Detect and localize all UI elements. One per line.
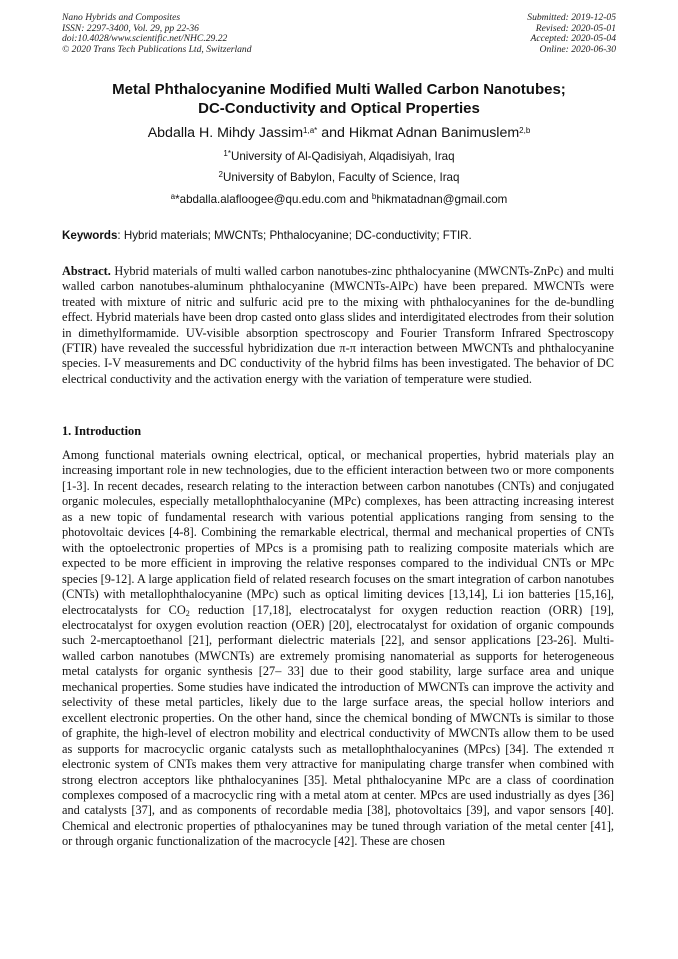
- email-2: hikmatadnan@gmail.com: [376, 193, 508, 206]
- email-1: *abdalla.alafloogee@qu.edu.com and: [175, 193, 372, 206]
- author-2: Hikmat Adnan Banimuslem: [348, 125, 520, 141]
- affiliation-2-text: University of Babylon, Faculty of Science, Iraq: [222, 171, 460, 184]
- affiliation-1: [62, 150, 616, 164]
- author-list: [62, 124, 616, 142]
- author-1: Abdalla H. Mihdy Jassim: [147, 125, 304, 141]
- keywords-text: : Hybrid materials; MWCNTs; Phthalocyanine; DC-conductivity; FTIR.: [117, 229, 472, 242]
- section-heading: 1. Introduction: [62, 424, 142, 438]
- revised-date: Revised: 2020-05-01: [535, 22, 616, 34]
- accepted-date: Accepted: 2020-05-04: [530, 33, 616, 45]
- journal-header: [62, 13, 252, 55]
- keywords: [62, 229, 616, 243]
- intro-text-part-1: Among functional materials owning electrical, optical, or mechanical properties, hybrid materials play an increasing important role in new technologies, due to the efficient interaction between two or more components [1-3]. In recent decades, research relating to the interaction between carbon nanotubes (CNTs) and conjugated organic molecules, especially metallophthalocyanine (MPc) complexes, has been attracting increasing interest as a new topic of fundamental research with various potential applications ranging from sensing to the photovoltaic devices [4-8]. Combining the remarkable electrical, thermal and mechanical properties of CNTs with the optoelectronic properties of MPcs is a promising path to realizing composite materials which are expected to be more efficient in improving the relative responses compared to the individual CNTs or MPc species [9-12]. A large application field of related research focuses on the smart integration of carbon nanotubes (CNTs) with metallophthalocyanine (MPc) such as optical limiting devices [13,14], Li ion batteries [15,16], electrocatalysts for CO: [62, 448, 614, 617]
- affiliation-2-mark: 2: [218, 170, 223, 179]
- title-line-2: DC-Conductivity and Optical Properties: [198, 100, 480, 117]
- journal-issn: ISSN: 2297-3400, Vol. 29, pp 22-36: [62, 22, 199, 34]
- journal-copyright: © 2020 Trans Tech Publications Ltd, Switzerland: [62, 43, 252, 55]
- dates-header: [527, 13, 616, 55]
- author-1-affiliation-mark: 1,a*: [303, 126, 318, 135]
- title-line-1: Metal Phthalocyanine Modified Multi Walled Carbon Nanotubes;: [112, 81, 566, 98]
- author-emails: [62, 193, 616, 207]
- email-1-mark: a: [170, 192, 176, 201]
- abstract-text: Hybrid materials of multi walled carbon nanotubes-zinc phthalocyanine (MWCNTs-ZnPc) and multi walled carbon nanotubes-aluminum phthalocyanine (MWCNTs-AlPc) have been prepared. MWCNTs were treated with mixture of nitric and sulfuric acid pre to the mixing with phthalocyanines for the de-bundling effect. Hybrid materials have been drop casted onto glass slides and interdigitated electrodes from their solution in dimethylformamide. UV-visible absorption spectroscopy and Fourier Transform Infrared Spectroscopy (FTIR) have revealed the successful hybridization due π-π interaction between MWCNTs and phthalocyanine species. I-V measurements and DC conductivity of the hybrid films has been investigated. The behavior of DC electrical conductivity and the activation energy with the variation of temperature were studied.: [62, 264, 614, 386]
- keywords-label: Keywords: [62, 229, 118, 242]
- co2-subscript: 2: [185, 608, 190, 618]
- affiliation-2: [62, 171, 616, 185]
- affiliation-1-text: University of Al-Qadisiyah, Alqadisiyah, Iraq: [230, 150, 455, 163]
- abstract-label: Abstract.: [62, 264, 111, 278]
- author-2-affiliation-mark: 2,b: [519, 126, 531, 135]
- email-2-mark: b: [371, 192, 377, 201]
- abstract: [62, 264, 614, 387]
- journal-doi: doi:10.4028/www.scientific.net/NHC.29.22: [62, 33, 228, 45]
- affiliation-1-mark: 1*: [223, 149, 231, 158]
- intro-text-part-2: reduction [17,18], electrocatalyst for oxygen reduction reaction (ORR) [19], electrocatalyst for oxygen evolution reaction (OER) [20], electrocatalyst for oxidation of organic compounds such 2-mercaptoethanol [21], performant dielectric materials [22], and sensor applications [23-26]. Multi-walled carbon nanotubes (MWCNTs) are extremely promising nanomaterial as supports for heterogeneous metal catalysts for organic synthesis [27– 33] due to their good stability, large surface area and unique mechanical properties. Some studies have indicated the introduction of MWCNTs can improve the activity and selectivity of these metal particles, likely due to the large surface areas, the special hollow interiors and excellent electronic properties. On the other hand, since the chemical bonding of MWCNTs is similar to those of graphite, the high-level of electron mobility and electrical conductivity of MWCNTs allow them to be used as supports for macrocyclic organic catalysts such as metallophthalocyanines (MPcs) [34]. The extended π electronic system of CNTs makes them very attractive for manipulating charge transfer when combined with strong electron acceptors like phthalocyanines [35]. Metal phthalocyanine MPc are a class of coordination complexes composed of a macrocyclic ring with a metal atom at center. MPcs are used industrially as dyes [36] and catalysts [37], and as components of recordable media [38], photovoltaics [39], and vapor sensors [40]. Chemical and electronic properties of pthalocyanines may be tuned through variation of the metal center [41], or through organic functionalization of the macrocycle [42]. These are chosen: [62, 602, 614, 849]
- introduction-body: [62, 448, 614, 850]
- paper-title: [62, 80, 616, 118]
- author-conjunction: and: [317, 125, 349, 141]
- online-date: Online: 2020-06-30: [539, 43, 616, 55]
- submitted-date: Submitted: 2019-12-05: [527, 12, 616, 23]
- journal-name: Nano Hybrids and Composites: [62, 12, 181, 23]
